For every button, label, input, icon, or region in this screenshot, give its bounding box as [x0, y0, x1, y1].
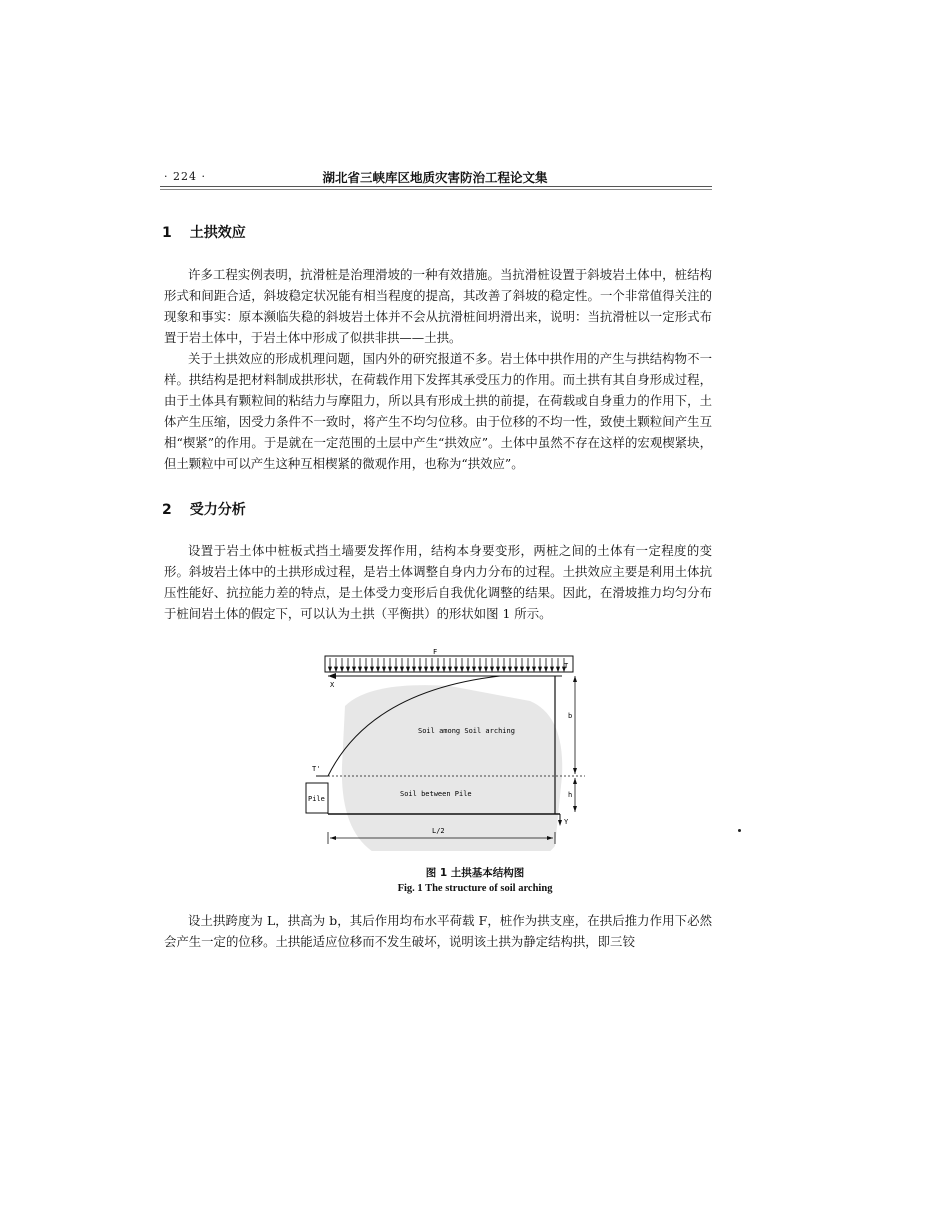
label-h: h	[568, 791, 573, 799]
watermark-stamp	[342, 685, 562, 851]
load-arrow-head	[431, 667, 434, 671]
paragraph-2: 关于土拱效应的形成机理问题，国内外的研究报道不多。岩土体中拱作用的产生与拱结构物不一样。拱结构是把材料制成拱形状，在荷载作用下发挥其承受压力的作用。而土拱有其自身形成过程，由于土体具有颗粒间的粘结力与摩阻力，所以具有形成土拱的前提，在荷载或自身重力的作用下，土体产生压缩，因受力条件不一致时，将产生不均匀位移。由于位移的不均一性，致使土颗粒间产生互相“楔紧”的作用。于是就在一定范围的土层中产生“拱效应”。土体中虽然不存在这样的宏观楔紧块，但土颗粒中可以产生这种互相楔紧的微观作用，也称为“拱效应”。	[164, 351, 712, 471]
load-arrow-head	[479, 667, 482, 671]
journal-title: 湖北省三峡库区地质灾害防治工程论文集	[322, 170, 548, 185]
load-arrow-head	[383, 667, 386, 671]
load-box	[325, 656, 573, 672]
load-arrow-head	[497, 667, 500, 671]
section-2-heading	[162, 499, 246, 519]
load-arrow-head	[503, 667, 506, 671]
load-arrow-head	[371, 667, 374, 671]
label-X: X	[330, 681, 335, 689]
load-arrow-head	[467, 667, 470, 671]
load-arrow-head	[389, 667, 392, 671]
load-arrow-head	[527, 667, 530, 671]
page-number: · 224 ·	[164, 170, 206, 183]
running-header	[160, 168, 710, 188]
load-arrow-head	[449, 667, 452, 671]
paragraph-4: 设土拱跨度为 L，拱高为 b，其后作用均布水平荷载 F，桩作为拱支座，在拱后推力作用下必然会产生一定的位移。土拱能适应位移而不发生破坏，说明该土拱为静定结构拱，即三铰	[164, 913, 712, 949]
load-arrow-head	[557, 667, 560, 671]
label-b: b	[568, 712, 573, 720]
figure-caption-en: Fig. 1 The structure of soil arching	[397, 883, 553, 894]
label-T: T	[564, 662, 569, 670]
section-1-number: 1	[162, 225, 172, 241]
load-arrow-head	[377, 667, 380, 671]
load-arrow-head	[533, 667, 536, 671]
header-rule-thin	[160, 189, 712, 190]
label-T-prime: T'	[312, 765, 321, 773]
load-arrow-head	[437, 667, 440, 671]
section-1-heading	[162, 222, 246, 242]
load-arrow-head	[335, 667, 338, 671]
load-arrow-head	[413, 667, 416, 671]
load-arrow-head	[347, 667, 350, 671]
load-arrow-head	[419, 667, 422, 671]
load-arrow-head	[461, 667, 464, 671]
load-arrow-head	[491, 667, 494, 671]
load-arrow-head	[329, 667, 332, 671]
paragraph-1: 许多工程实例表明，抗滑桩是治理滑坡的一种有效措施。当抗滑桩设置于斜坡岩土体中，桩结构形式和间距合适，斜坡稳定状况能有相当程度的提高，其改善了斜坡的稳定性。一个非常值得关注的现象和事实：原本濒临失稳的斜坡岩土体并不会从抗滑桩间坍滑出来，说明：当抗滑桩以一定形式布置于岩土体中，于岩土体中形成了似拱非拱——土拱。	[164, 267, 712, 345]
section-2-title: 受力分析	[189, 502, 246, 518]
section-2-number: 2	[162, 502, 172, 518]
x-axis-arrow	[328, 673, 336, 679]
load-arrow-head	[365, 667, 368, 671]
load-arrow-head	[359, 667, 362, 671]
soil-arching-figure	[300, 646, 600, 851]
header-rule	[160, 186, 712, 187]
load-arrow-head	[407, 667, 410, 671]
label-soil-between: Soil between Pile	[400, 790, 472, 798]
label-soil-among: Soil among Soil arching	[418, 727, 515, 735]
figure-caption-cn: 图 1 土拱基本结构图	[425, 867, 525, 879]
paragraph-3: 设置于岩土体中桩板式挡土墙要发挥作用，结构本身要变形，两桩之间的土体有一定程度的变形。斜坡岩土体中的土拱形成过程，是岩土体调整自身内力分布的过程。土拱效应主要是利用土体抗压性能好、抗拉能力差的特点，是土体受力变形后自我优化调整的结果。因此，在滑坡推力均匀分布于桩间岩土体的假定下，可以认为土拱（平衡拱）的形状如图 1 所示。	[164, 543, 712, 621]
load-arrow-head	[515, 667, 518, 671]
load-arrow-head	[539, 667, 542, 671]
load-arrow-head	[341, 667, 344, 671]
load-arrow-head	[551, 667, 554, 671]
label-L-half: L/2	[432, 827, 445, 835]
stray-dot	[738, 829, 741, 832]
load-arrow-head	[485, 667, 488, 671]
load-arrow-head	[509, 667, 512, 671]
load-arrow-head	[443, 667, 446, 671]
load-arrow-head	[401, 667, 404, 671]
load-arrow-head	[521, 667, 524, 671]
label-F: F	[433, 648, 438, 656]
load-arrow-head	[353, 667, 356, 671]
load-arrow-head	[455, 667, 458, 671]
load-arrows	[329, 658, 566, 671]
load-arrow-head	[425, 667, 428, 671]
section-1-title: 土拱效应	[189, 225, 246, 241]
label-Y: Y	[564, 818, 569, 826]
load-arrow-head	[545, 667, 548, 671]
load-arrow-head	[473, 667, 476, 671]
label-pile: Pile	[308, 795, 325, 803]
load-arrow-head	[395, 667, 398, 671]
